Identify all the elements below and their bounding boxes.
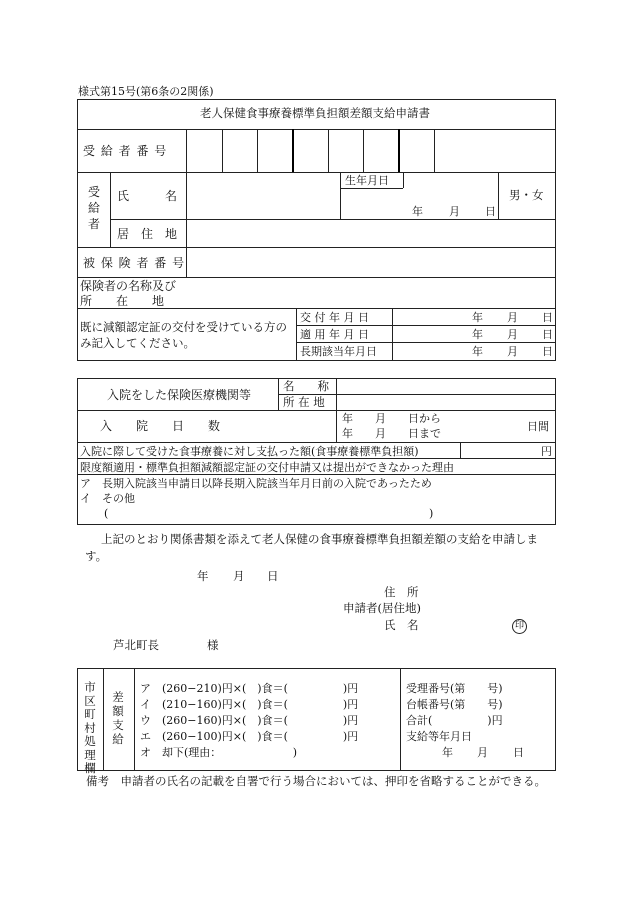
birth-day-unit: 日	[485, 205, 496, 218]
long-term-year-unit: 年	[472, 345, 483, 358]
total: 合計( )円	[406, 714, 503, 727]
birth-month-unit: 月	[449, 205, 460, 218]
days-unit: 日間	[527, 420, 549, 433]
form-title: 老人保健食事療養標準負担額差額支給申請書	[200, 106, 430, 120]
reason-other-paren-close: )	[429, 507, 434, 520]
remarks: 備考 申請者の氏名の記載を自署で行う場合においては、押印を省略することができる。	[86, 774, 546, 788]
calc-row-o: 却下(理由： )	[162, 746, 298, 759]
applicant-label: 申請者(居住地)	[343, 601, 421, 615]
receipt-number: 受理番号(第 号)	[406, 682, 503, 695]
address-label: 居 住 地	[117, 227, 178, 241]
hospital-label: 入院をした保険医療機関等	[107, 388, 252, 402]
payment-month-unit: 月	[477, 746, 488, 759]
calc-row-i: (210−160)円×( )食＝( )円	[162, 698, 359, 711]
decl-day-unit: 日	[267, 569, 279, 583]
insured-number-label: 被 保 険 者 番 号	[83, 256, 186, 270]
reason-label: 限度額適用・標準負担額減額認定証の交付申請又は提出ができなかった理由	[80, 461, 454, 474]
declaration-line1: 上記のとおり関係書類を添えて老人保健の食事療養標準負担額差額の支給を申請しま	[101, 532, 538, 546]
calc-row-o-prefix: オ	[140, 746, 151, 759]
calc-row-u: (260−160)円×( )食＝( )円	[162, 714, 359, 727]
long-term-date-label: 長期該当年月日	[300, 345, 377, 358]
apply-year-unit: 年	[472, 328, 483, 341]
days-from: 年 月 日から	[342, 412, 441, 425]
calc-row-a: (260−210)円×( )食＝( )円	[162, 682, 359, 695]
calc-row-i-prefix: イ	[140, 698, 151, 711]
reason-i: イ その他	[80, 492, 135, 505]
paid-amount-label: 入院に際して受けた食事療養に対し支払った額(食事療養標準負担額)	[80, 445, 419, 458]
applicant-address-label: 住 所	[384, 585, 419, 599]
hospital-name-label: 名 称	[283, 379, 329, 393]
issue-day-unit: 日	[542, 311, 553, 324]
payment-day-unit: 日	[513, 746, 524, 759]
ledger-number: 台帳番号(第 号)	[406, 698, 503, 711]
apply-day-unit: 日	[542, 328, 553, 341]
birthdate-label: 生年月日	[345, 174, 389, 187]
issue-date-label: 交 付 年 月 日	[300, 311, 369, 324]
apply-date-label: 適 用 年 月 日	[300, 328, 369, 341]
hospital-days-label: 入 院 日 数	[100, 419, 221, 433]
decl-year-unit: 年	[197, 569, 209, 583]
certificate-note-line1: 既に減額認定証の交付を受けている方の	[80, 320, 287, 334]
insurer-label-line1: 保険者の名称及び	[80, 279, 177, 293]
applicant-name-label: 氏 名	[384, 618, 419, 632]
hospital-address-label: 所 在 地	[283, 395, 325, 409]
long-term-month-unit: 月	[507, 345, 518, 358]
recipient-number-label: 受 給 者 番 号	[83, 144, 168, 158]
reason-other-paren-open: (	[104, 507, 109, 520]
payment-year-unit: 年	[442, 746, 453, 759]
reason-a: ア 長期入院該当申請日以降長期入院該当年月日前の入院であったため	[80, 477, 432, 490]
difference-label: 差額支給	[112, 690, 124, 746]
form-number: 様式第15号(第6条の2関係)	[78, 85, 214, 98]
birth-year-unit: 年	[412, 205, 423, 218]
payment-date-label: 支給等年月日	[406, 730, 472, 743]
recipient-label: 受給者	[87, 185, 100, 231]
addressee-sama: 様	[207, 638, 219, 652]
long-term-day-unit: 日	[542, 345, 553, 358]
name-label: 氏 名	[117, 189, 178, 203]
decl-month-unit: 月	[233, 569, 245, 583]
calc-row-u-prefix: ウ	[140, 714, 151, 727]
declaration-line2: す。	[85, 549, 108, 563]
certificate-note-line2: み記入してください。	[80, 336, 195, 350]
insurer-label-line2: 所 在 地	[80, 294, 165, 308]
calc-row-e: (260−100)円×( )食＝( )円	[162, 730, 359, 743]
apply-month-unit: 月	[507, 328, 518, 341]
paid-amount-yen: 円	[541, 445, 552, 458]
days-to: 年 月 日まで	[342, 427, 441, 440]
office-use-label: 市区町村処理欄	[84, 680, 96, 775]
issue-month-unit: 月	[507, 311, 518, 324]
addressee-town: 芦北町長	[113, 638, 159, 652]
gender-options: 男・女	[509, 188, 544, 202]
calc-row-e-prefix: エ	[140, 730, 151, 743]
issue-year-unit: 年	[472, 311, 483, 324]
calc-row-a-prefix: ア	[140, 682, 151, 695]
seal-icon: 印	[512, 619, 527, 634]
